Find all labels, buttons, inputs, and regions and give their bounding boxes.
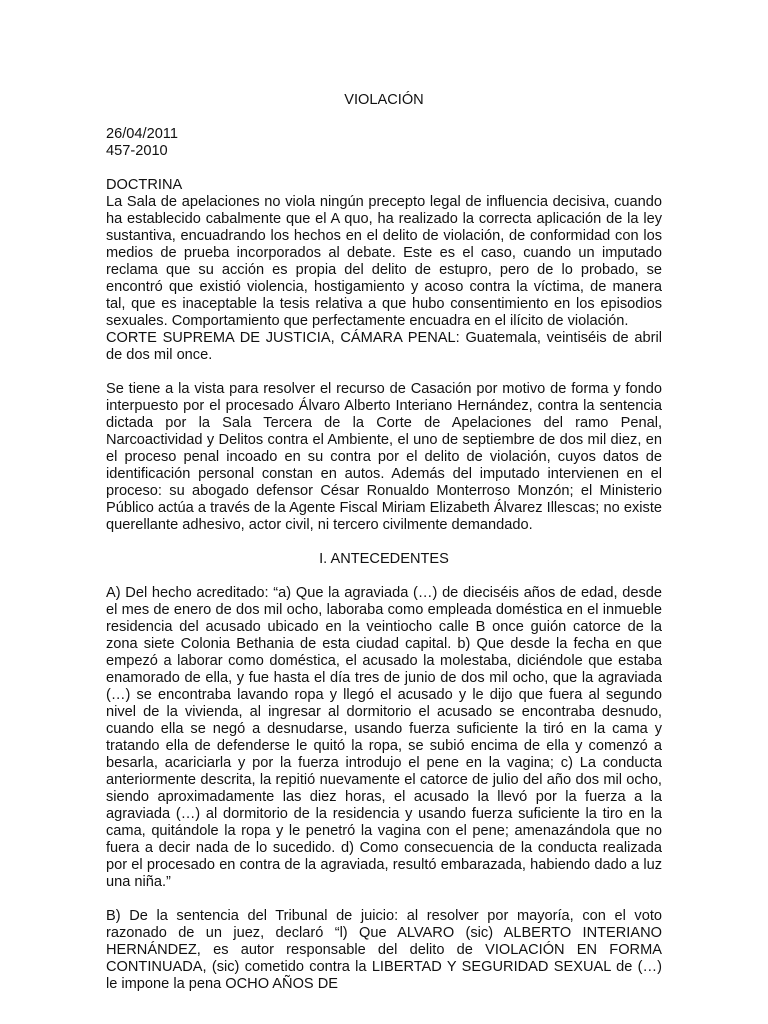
document-date: 26/04/2011 [106,126,178,142]
document-title: VIOLACIÓN [344,92,424,108]
court-line: CORTE SUPREMA DE JUSTICIA, CÁMARA PENAL: Guatemala, veintiséis de abril de dos mil once. [106,330,662,363]
section-heading: I. ANTECEDENTES [319,551,449,567]
spacer [106,891,662,908]
doctrina-text: La Sala de apelaciones no viola ningún precepto legal de influencia decisiva, cuando ha establecido cabalmente que el A quo, ha realizado la correcta aplicación de la ley sustantiva, encuadrando los hechos en el delito de violación, de conformidad con los medios de prueba incorporados al debate. Este es el caso, cuando un imputado reclama que su acción es propia del delito de estupro, pero de lo probado, se encontró que existió violencia, hostigamiento y acoso contra la víctima, de manera tal, que es inaceptable la tesis relativa a que hubo consentimiento en los episodios sexuales. Comportamiento que perfectamente encuadra en el ilícito de violación. [106,194,662,329]
intro-paragraph: Se tiene a la vista para resolver el recurso de Casación por motivo de forma y fondo interpuesto por el procesado Álvaro Alberto Interiano Hernández, contra la sentencia dictada por la Sala Tercera de la Corte de Apelaciones del ramo Penal, Narcoactividad y Delitos contra el Ambiente, el uno de septiembre de dos mil diez, en el proceso penal incoado en su contra por el delito de violación, cuyos datos de identificación personal constan en autos. Además del imputado intervienen en el proceso: su abogado defensor César Ronualdo Monterroso Monzón; el Ministerio Público actúa a través de la Agente Fiscal Miriam Elizabeth Álvarez Illescas; no existe querellante adhesivo, actor civil, ni tercero civilmente demandado. [106,381,662,533]
paragraph-b: B) De la sentencia del Tribunal de juicio: al resolver por mayoría, con el voto razonado de un juez, declaró “l) Que ALVARO (sic) ALBERTO INTERIANO HERNÁNDEZ, es autor responsable del delito de VIOLACIÓN EN FORMA CONTINUADA, (sic) cometido contra la LIBERTAD Y SEGURIDAD SEXUAL de (…) le impone la pena OCHO AÑOS DE [106,908,662,992]
case-number: 457-2010 [106,143,168,159]
document-page [106,92,662,993]
spacer [106,534,662,551]
spacer [106,364,662,381]
spacer [106,568,662,585]
doctrina-heading: DOCTRINA [106,177,183,193]
paragraph-a: A) Del hecho acreditado: “a) Que la agraviada (…) de dieciséis años de edad, desde el mes de enero de dos mil ocho, laboraba como empleada doméstica en el inmueble residencia del acusado ubicado en la veintiocho calle B once guión catorce de la zona siete Colonia Bethania de esta ciudad capital. b) Que desde la fecha en que empezó a laborar como doméstica, el acusado la molestaba, diciéndole que estaba enamorado de ella, y fue hasta el día tres de junio de dos mil ocho, que la agraviada (…) se encontraba lavando ropa y llegó el acusado y le dijo que fuera al segundo nivel de la vivienda, al ingresar al dormitorio el acusado se encontraba desnudo, cuando ella se negó a desnudarse, usando fuerza suficiente la tiró en la cama y tratando ella de defenderse le quitó la ropa, se subió encima de ella y comenzó a besarla, acariciarla y por la fuerza introdujo el pene en la vagina; c) La conducta anteriormente descrita, la repitió nuevamente el catorce de julio del año dos mil ocho, siendo aproximadamente las diez horas, el acusado la llevó por la fuerza a la agraviada (…) al dormitorio de la residencia y usando fuerza suficiente la tiro en la cama, quitándole la ropa y le penetró la vagina con el pene; amenazándola que no fuera a decir nada de lo sucedido. d) Como consecuencia de la conducta realizada por el procesado en contra de la agraviada, resultó embarazada, habiendo dado a luz una niña.” [106,585,662,890]
spacer [106,160,662,177]
